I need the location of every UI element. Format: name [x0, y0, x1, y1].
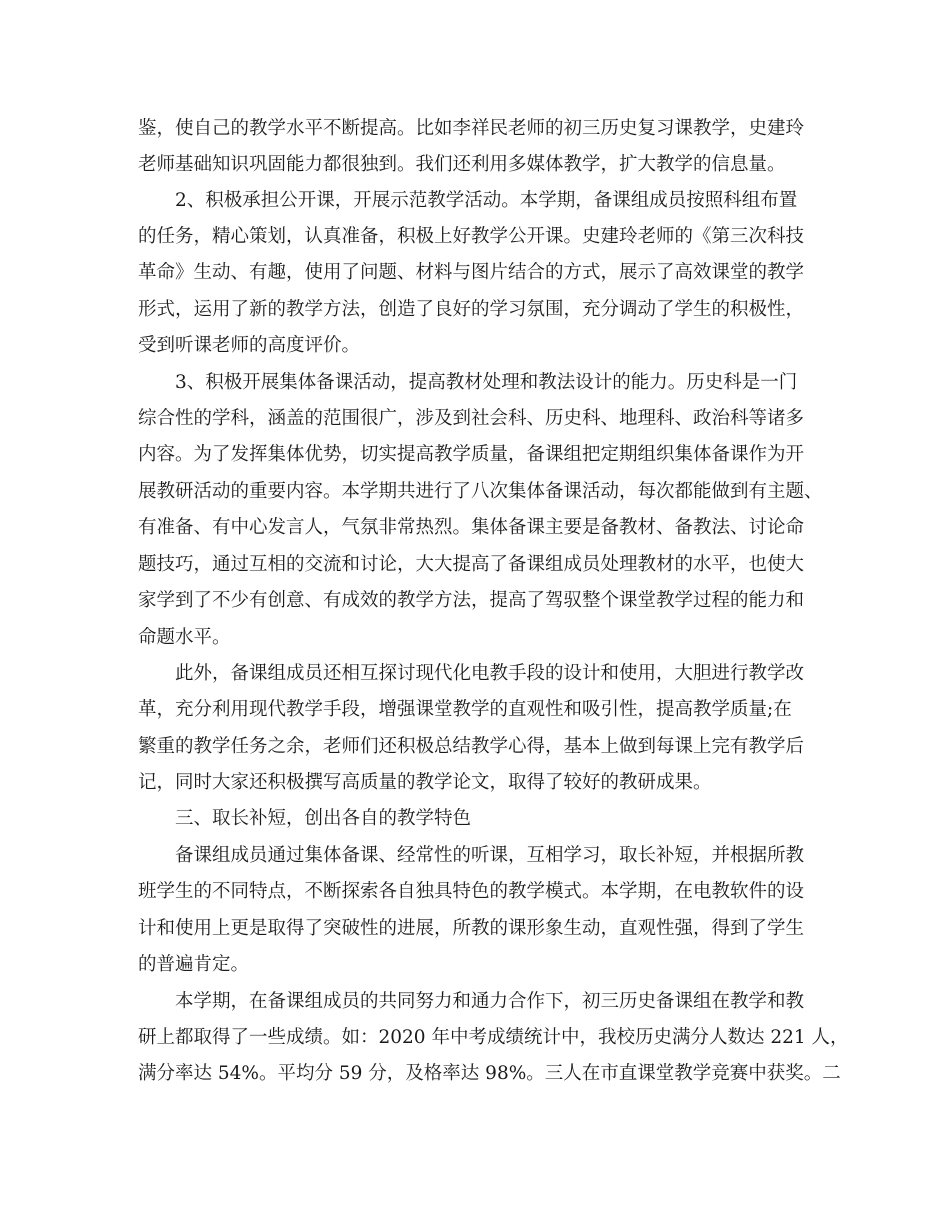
text-line: 本学期，在备课组成员的共同努力和通力合作下，初三历史备课组在教学和教 [138, 991, 805, 1012]
text-line: 题技巧，通过互相的交流和讨论，大大提高了备课组成员处理教材的水平，也使大 [138, 554, 805, 575]
text-line: 班学生的不同特点，不断探索各自独具特色的教学模式。本学期，在电教软件的设 [138, 881, 805, 902]
text-line: 2、积极承担公开课，开展示范教学活动。本学期，备课组成员按照科组布置 [138, 190, 798, 211]
text-line: 鉴，使自己的教学水平不断提高。比如李祥民老师的初三历史复习课教学，史建玲 [138, 118, 805, 139]
text-line: 展教研活动的重要内容。本学期共进行了八次集体备课活动，每次都能做到有主题、 [138, 481, 823, 502]
text-line: 综合性的学科，涵盖的范围很广，涉及到社会科、历史科、地理科、政治科等诸多 [138, 408, 805, 429]
text-line: 计和使用上更是取得了突破性的进展，所教的课形象生动，直观性强，得到了学生 [138, 918, 805, 939]
text-line: 命题水平。 [138, 627, 231, 648]
text-line: 三、取长补短，创出各自的教学特色 [138, 808, 472, 829]
text-line: 3、积极开展集体备课活动，提高教材处理和教法设计的能力。历史科是一门 [138, 372, 798, 393]
text-line: 形式，运用了新的教学方法，创造了良好的学习氛围，充分调动了学生的积极性， [138, 299, 805, 320]
text-line: 满分率达 54%。平均分 59 分，及格率达 98%。三人在市直课堂教学竞赛中获奖。二 [138, 1063, 841, 1084]
text-line: 革，充分利用现代教学手段，增强课堂教学的直观性和吸引性，提高教学质量;在 [138, 699, 792, 720]
text-line: 内容。为了发挥集体优势，切实提高教学质量，备课组把定期组织集体备课作为开 [138, 444, 805, 465]
text-line: 家学到了不少有创意、有成效的教学方法，提高了驾驭整个课堂教学过程的能力和 [138, 590, 805, 611]
text-line: 繁重的教学任务之余，老师们还积极总结教学心得，基本上做到每课上完有教学后 [138, 736, 805, 757]
text-line: 研上都取得了一些成绩。如：2020 年中考成绩统计中，我校历史满分人数达 221 人， [138, 1027, 849, 1048]
text-line: 的任务，精心策划，认真准备，积极上好教学公开课。史建玲老师的《第三次科技 [138, 226, 805, 247]
text-line: 记，同时大家还积极撰写高质量的教学论文，取得了较好的教研成果。 [138, 772, 712, 793]
text-line: 受到听课老师的高度评价。 [138, 335, 361, 356]
text-line: 备课组成员通过集体备课、经常性的听课，互相学习，取长补短，并根据所教 [138, 845, 805, 866]
text-line: 老师基础知识巩固能力都很独到。我们还利用多媒体教学，扩大教学的信息量。 [138, 154, 786, 175]
text-line: 有准备、有中心发言人，气氛非常热烈。集体备课主要是备教材、备教法、讨论命 [138, 517, 805, 538]
text-line: 的普遍肯定。 [138, 954, 250, 975]
text-line: 革命》生动、有趣，使用了问题、材料与图片结合的方式，展示了高效课堂的教学 [138, 262, 805, 283]
text-line: 此外，备课组成员还相互探讨现代化电教手段的设计和使用，大胆进行教学改 [138, 663, 805, 684]
